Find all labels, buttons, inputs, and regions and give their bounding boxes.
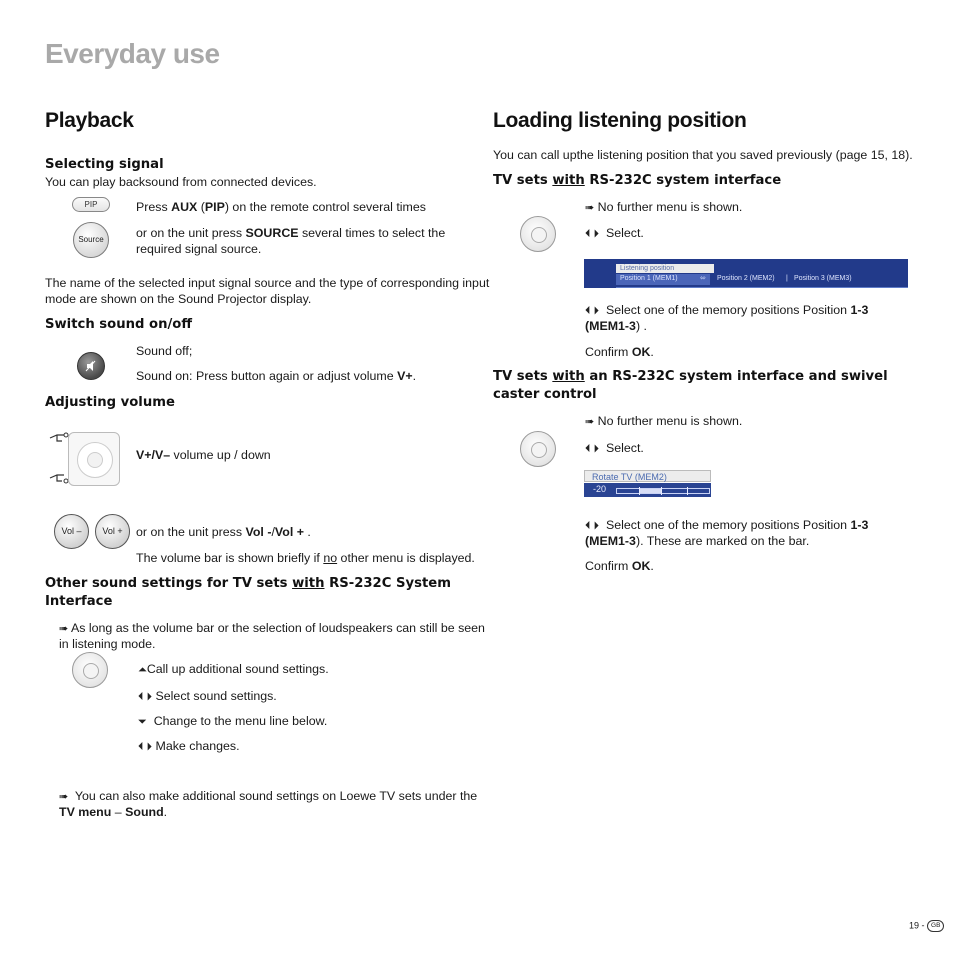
sec2-select-mem-2: (MEM1-3). These are marked on the bar. — [585, 534, 810, 548]
note-arrow-icon: ➠ — [59, 791, 69, 803]
step-select: ⏴ ⏵ Select sound settings. — [138, 689, 277, 703]
remote-nav-pad[interactable] — [520, 216, 556, 252]
mem-marker — [687, 487, 688, 495]
nav-ok-button[interactable] — [531, 227, 547, 243]
listening-position-osd — [584, 259, 908, 288]
sec1-select: ⏴ ⏵ Select. — [585, 226, 644, 240]
other-note-2: in listening mode. — [59, 637, 156, 651]
osd-separator: | — [786, 275, 788, 282]
left-right-arrows-icon: ⏴ ⏵ — [138, 691, 153, 703]
loading-intro: You can call upthe listening position that you saved previously (page 15, 18). — [493, 148, 913, 162]
mute-button[interactable] — [77, 352, 105, 380]
osd-item-3[interactable]: Position 3 (MEM3) — [794, 275, 852, 282]
playback-heading: Playback — [45, 109, 134, 132]
remote-nav-pad[interactable] — [520, 431, 556, 467]
speaker-icon: ⬄ — [700, 275, 706, 282]
mem-marker — [661, 487, 662, 495]
note-arrow-icon: ➠ — [59, 623, 69, 635]
sec1-select-mem: ⏴ ⏵ Select one of the memory positions Position 1-3 — [585, 303, 869, 317]
other-settings-heading-2: Interface — [45, 594, 113, 609]
pip-button[interactable]: PIP — [72, 197, 110, 212]
loading-position-heading: Loading listening position — [493, 109, 747, 132]
remote-volume-pad[interactable] — [68, 432, 120, 486]
rotate-slider-fill — [639, 489, 661, 493]
rotate-tv-title: Rotate TV (MEM2) — [584, 470, 711, 482]
left-right-arrows-icon: ⏴ ⏵ — [585, 228, 600, 240]
vol-minus-button[interactable]: Vol – — [54, 514, 89, 549]
press-aux-text: Press AUX (PIP) on the remote control several times — [136, 200, 426, 214]
left-right-arrows-icon: ⏴ ⏵ — [138, 741, 153, 753]
note-arrow-icon: ➠ — [585, 416, 595, 428]
selecting-signal-intro: You can play backsound from connected devices. — [45, 175, 317, 189]
signal-para-1: The name of the selected input signal source and the type of corresponding input — [45, 276, 490, 290]
hand-pointer-icon — [48, 430, 68, 446]
unit-vol-text: or on the unit press Vol -/Vol + . — [136, 525, 311, 539]
unit-source-text: or on the unit press SOURCE several times to select the — [136, 226, 446, 240]
down-arrow-icon: ⏷ — [138, 716, 147, 728]
mem-marker — [639, 487, 640, 495]
vol-plus-button[interactable]: Vol + — [95, 514, 130, 549]
nav-ok-button[interactable] — [531, 442, 547, 458]
rotate-tv-bar[interactable] — [584, 483, 711, 497]
other-note2-2: TV menu – Sound. — [59, 805, 168, 819]
signal-para-2: mode are shown on the Sound Projector display. — [45, 292, 312, 306]
step-down: ⏷ Change to the menu line below. — [138, 714, 328, 728]
volume-bar-text: The volume bar is shown briefly if no other menu is displayed. — [136, 551, 475, 565]
source-button-label: Source — [78, 235, 104, 244]
selecting-signal-heading: Selecting signal — [45, 157, 164, 172]
hand-pointer-icon — [48, 470, 68, 486]
switch-sound-heading: Switch sound on/off — [45, 317, 193, 332]
note-arrow-icon: ➠ — [585, 202, 595, 214]
sec2-note: ➠ No further menu is shown. — [585, 414, 743, 428]
rotate-value: -20 — [593, 484, 607, 494]
other-settings-heading: Other sound settings for TV sets with RS-232C System — [45, 576, 451, 591]
osd-underline — [616, 287, 908, 288]
remote-ok-button[interactable] — [87, 452, 103, 468]
unit-source-text-2: required signal source. — [136, 242, 262, 256]
sec1-confirm: Confirm OK. — [585, 345, 654, 359]
sound-off-text: Sound off; — [136, 344, 193, 358]
country-badge: GB — [927, 920, 944, 932]
sec1-note: ➠ No further menu is shown. — [585, 200, 743, 214]
step-change: ⏴ ⏵ Make changes. — [138, 739, 240, 753]
sec2-heading: TV sets with an RS-232C system interface and swivel — [493, 369, 888, 384]
sec1-select-mem-2: (MEM1-3) . — [585, 319, 647, 333]
sec2-confirm: Confirm OK. — [585, 559, 654, 573]
left-right-arrows-icon: ⏴ ⏵ — [585, 520, 600, 532]
sec1-heading: TV sets with RS-232C system interface — [493, 173, 782, 188]
source-button[interactable] — [73, 222, 109, 258]
other-note2-1: ➠ You can also make additional sound settings on Loewe TV sets under the — [59, 789, 478, 803]
mute-speaker-icon — [78, 353, 104, 379]
page-number: 19 - GB — [909, 920, 944, 932]
rotate-slider-track[interactable] — [616, 488, 710, 494]
up-arrow-icon: ⏶ — [138, 664, 147, 676]
remote-nav-pad[interactable] — [72, 652, 108, 688]
sec2-heading-2: caster control — [493, 387, 597, 402]
sec2-select: ⏴ ⏵ Select. — [585, 441, 644, 455]
adjusting-volume-heading: Adjusting volume — [45, 395, 175, 410]
step-up: ⏶Call up additional sound settings. — [138, 662, 329, 676]
sound-on-text: Sound on: Press button again or adjust volume V+. — [136, 369, 417, 383]
other-note-1: ➠ As long as the volume bar or the selection of loudspeakers can still be seen — [59, 621, 485, 635]
osd-item-2[interactable]: Position 2 (MEM2) — [717, 275, 775, 282]
osd-title: Listening position — [616, 264, 714, 273]
page-title: Everyday use — [45, 38, 220, 69]
left-right-arrows-icon: ⏴ ⏵ — [585, 305, 600, 317]
left-right-arrows-icon: ⏴ ⏵ — [585, 443, 600, 455]
nav-ok-button[interactable] — [83, 663, 99, 679]
sec2-select-mem: ⏴ ⏵ Select one of the memory positions Position 1-3 — [585, 518, 869, 532]
vol-up-down-text: V+/V– volume up / down — [136, 448, 271, 462]
osd-selected-item[interactable]: Position 1 (MEM1) ⬄ — [616, 274, 710, 285]
